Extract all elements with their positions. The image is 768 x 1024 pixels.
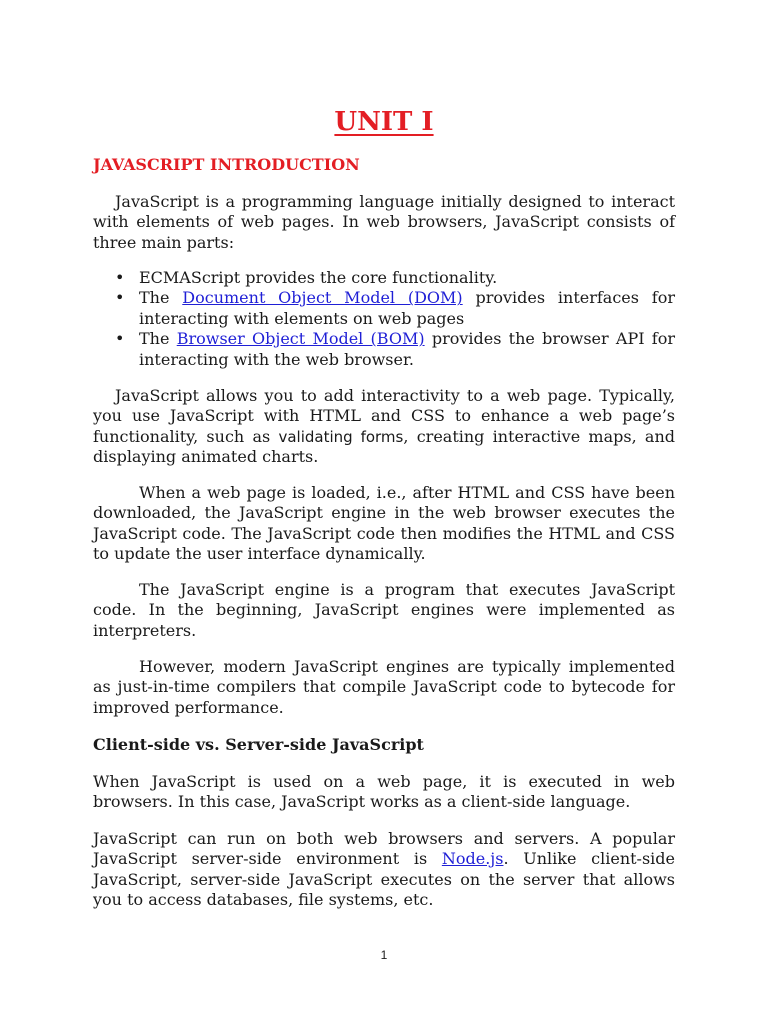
list-item-post: provides interfaces for interacting with elements on web pages	[139, 288, 676, 328]
list-item-text: ECMAScript provides the core functionality.	[139, 268, 498, 287]
bom-link[interactable]: Browser Object Model (BOM)	[176, 329, 425, 349]
bullet-icon: •	[115, 329, 125, 349]
dom-link[interactable]: Document Object Model (DOM)	[182, 288, 463, 308]
list-item-pre: The	[139, 288, 183, 308]
client-side-paragraph: When JavaScript is used on a web page, it is executed in web browsers. In this case, JavaScript works as a client-side language.	[93, 772, 675, 812]
interactivity-paragraph	[93, 386, 675, 468]
jit-paragraph: However, modern JavaScript engines are typically implemented as just-in-time compilers that compile JavaScript code to bytecode for improved performance.	[93, 657, 675, 717]
engine-load-paragraph: When a web page is loaded, i.e., after HTML and CSS have been downloaded, the JavaScript engine in the web browser executes the JavaScript code. The JavaScript code then modifies the HTML and CSS to update the user interface dynamically.	[93, 483, 675, 564]
intro-paragraph: JavaScript is a programming language initially designed to interact with elements of web pages. In web browsers, JavaScript consists of three main parts:	[93, 192, 675, 252]
parts-list	[93, 268, 675, 370]
section-title: JAVASCRIPT INTRODUCTION	[93, 155, 360, 174]
list-item-pre: The	[139, 329, 177, 349]
nodejs-link[interactable]: Node.js	[441, 849, 504, 869]
para2-post: , creating interactive maps, and displaying animated charts.	[93, 426, 676, 467]
list-item	[93, 268, 675, 288]
validating-forms-text: validating forms	[278, 427, 404, 446]
para2-pre: JavaScript allows you to add interactivity to a web page. Typically, you use JavaScript with HTML and CSS to enhance a web page’s functionality, such as	[93, 386, 675, 446]
list-item	[93, 329, 675, 370]
client-server-heading: Client-side vs. Server-side JavaScript	[93, 735, 424, 754]
list-item-post: provides the browser API for interacting with the web browser.	[139, 329, 676, 369]
engine-definition-paragraph: The JavaScript engine is a program that executes JavaScript code. In the beginning, JavaScript engines were implemented as interpreters.	[93, 580, 675, 640]
server-side-paragraph	[93, 829, 675, 911]
para7-pre: JavaScript can run on both web browsers and servers. A popular JavaScript server-side environment is	[93, 829, 675, 869]
page-number: 1	[380, 948, 388, 962]
bullet-icon: •	[115, 268, 125, 287]
para7-post: . Unlike client-side JavaScript, server-side JavaScript executes on the server that allows you to access databases, file systems, etc.	[93, 849, 675, 910]
list-item	[93, 288, 675, 329]
unit-title: UNIT I	[334, 107, 434, 137]
bullet-icon: •	[115, 288, 125, 308]
